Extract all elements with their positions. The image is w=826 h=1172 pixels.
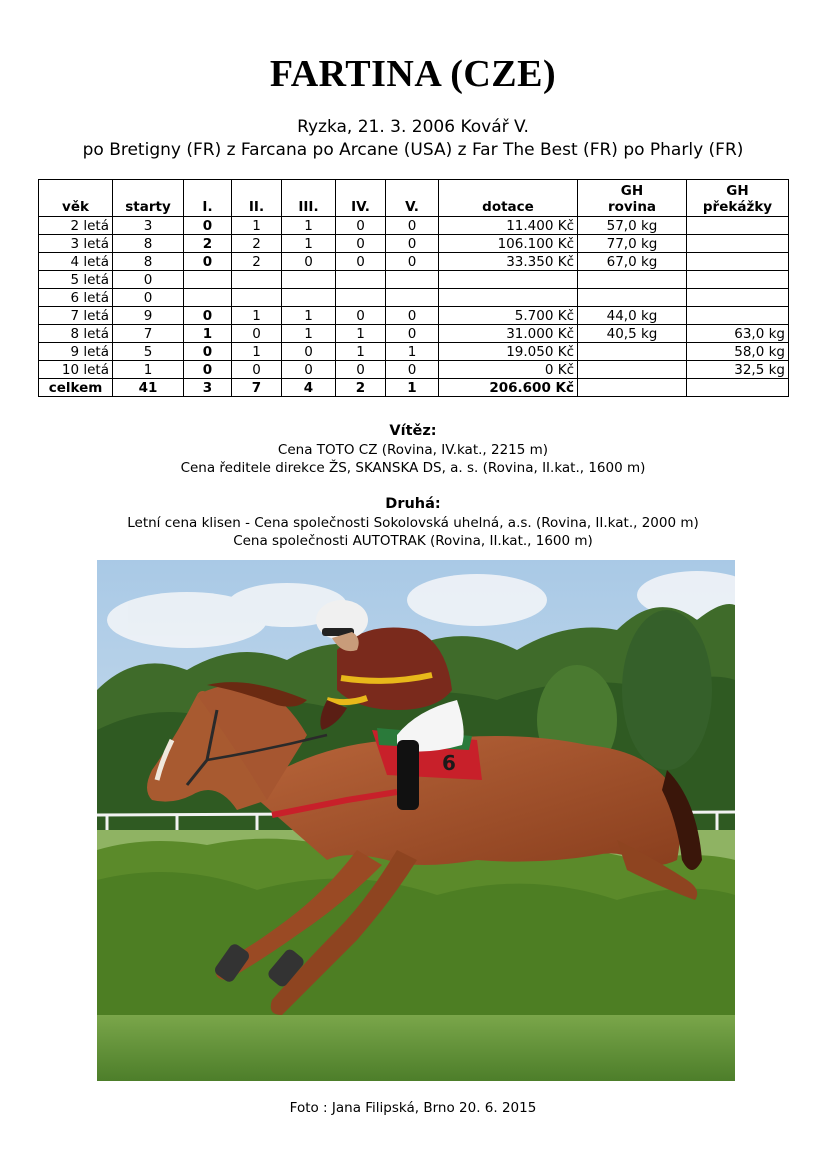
table-cell: 1	[282, 235, 336, 253]
table-cell: 8	[113, 253, 184, 271]
table-cell	[687, 271, 789, 289]
table-cell: 9 letá	[39, 343, 113, 361]
header-first: I.	[184, 180, 232, 217]
second-race-1: Letní cena klisen - Cena společnosti Sokolovská uhelná, a.s. (Rovina, II.kat., 2000 m)	[127, 515, 699, 531]
jockey-boot	[397, 740, 419, 810]
table-cell: 5 letá	[39, 271, 113, 289]
header-age: věk	[39, 180, 113, 217]
table-cell: 0	[282, 361, 336, 379]
table-cell: 1	[232, 343, 282, 361]
table-cell: 0	[386, 325, 439, 343]
table-cell: 7	[113, 325, 184, 343]
table-row	[39, 271, 789, 289]
table-cell	[687, 235, 789, 253]
statistics-table	[38, 179, 789, 397]
table-cell: 0	[184, 217, 232, 235]
table-cell: 0	[336, 307, 386, 325]
table-cell: celkem	[39, 379, 113, 397]
table-cell	[687, 307, 789, 325]
table-cell: 19.050 Kč	[439, 343, 578, 361]
table-cell: 0	[232, 361, 282, 379]
table-cell	[184, 289, 232, 307]
table-cell: 2	[184, 235, 232, 253]
table-cell: 32,5 kg	[687, 361, 789, 379]
table-cell	[282, 271, 336, 289]
table-cell: 0	[184, 343, 232, 361]
table-cell	[439, 271, 578, 289]
table-cell: 41	[113, 379, 184, 397]
table-cell	[687, 289, 789, 307]
header-gh-jumps	[687, 180, 789, 217]
table-cell: 40,5 kg	[578, 325, 687, 343]
table-cell: 0	[113, 271, 184, 289]
table-row	[39, 307, 789, 325]
table-cell: 58,0 kg	[687, 343, 789, 361]
table-cell: 0	[282, 253, 336, 271]
table-cell: 1	[282, 307, 336, 325]
table-row	[39, 235, 789, 253]
table-cell: 106.100 Kč	[439, 235, 578, 253]
header-fourth: IV.	[336, 180, 386, 217]
table-cell: 3 letá	[39, 235, 113, 253]
table-row	[39, 325, 789, 343]
header-gh-jumps-top: GH	[726, 183, 749, 199]
table-cell	[578, 343, 687, 361]
photo-illustration	[97, 560, 735, 1081]
table-row	[39, 343, 789, 361]
horse-jump-photo	[97, 560, 735, 1081]
table-cell: 2 letá	[39, 217, 113, 235]
header-gh-jumps-bottom: překážky	[702, 199, 773, 215]
table-cell: 1	[386, 379, 439, 397]
table-row	[39, 217, 789, 235]
table-cell: 1	[113, 361, 184, 379]
table-cell: 2	[336, 379, 386, 397]
table-cell: 7 letá	[39, 307, 113, 325]
table-cell	[232, 289, 282, 307]
header-earnings: dotace	[439, 180, 578, 217]
table-cell	[184, 271, 232, 289]
table-cell: 33.350 Kč	[439, 253, 578, 271]
table-cell	[386, 271, 439, 289]
table-cell: 2	[232, 253, 282, 271]
header-gh-flat-bottom: rovina	[607, 199, 657, 215]
page-title: FARTINA (CZE)	[269, 53, 557, 95]
table-cell: 0	[386, 217, 439, 235]
table-cell: 44,0 kg	[578, 307, 687, 325]
header-fifth: V.	[386, 180, 439, 217]
table-cell	[336, 271, 386, 289]
table-cell: 10 letá	[39, 361, 113, 379]
table-cell: 31.000 Kč	[439, 325, 578, 343]
table-cell	[578, 289, 687, 307]
table-cell: 0	[113, 289, 184, 307]
table-cell	[386, 289, 439, 307]
header-second: II.	[232, 180, 282, 217]
table-cell: 8 letá	[39, 325, 113, 343]
table-cell: 5	[113, 343, 184, 361]
table-cell: 9	[113, 307, 184, 325]
table-cell: 1	[184, 325, 232, 343]
table-cell: 1	[232, 217, 282, 235]
table-cell	[232, 271, 282, 289]
table-cell: 0	[386, 361, 439, 379]
table-cell: 3	[184, 379, 232, 397]
table-total-row	[39, 379, 789, 397]
table-cell: 0	[386, 307, 439, 325]
winner-heading: Vítěz:	[389, 423, 437, 439]
table-body	[39, 217, 789, 397]
table-cell	[578, 361, 687, 379]
table-row	[39, 361, 789, 379]
header-gh-flat	[578, 180, 687, 217]
table-cell: 1	[282, 217, 336, 235]
saddle-number: 6	[442, 751, 456, 775]
table-cell: 4	[282, 379, 336, 397]
table-cell	[578, 379, 687, 397]
table-cell: 0	[184, 253, 232, 271]
table-cell: 5.700 Kč	[439, 307, 578, 325]
table-cell: 1	[386, 343, 439, 361]
table-cell: 1	[336, 343, 386, 361]
ground-grass	[97, 1015, 735, 1081]
pedigree: po Bretigny (FR) z Farcana po Arcane (USA) z Far The Best (FR) po Pharly (FR)	[82, 140, 744, 160]
table-cell: 0	[336, 235, 386, 253]
table-cell: 0	[184, 307, 232, 325]
table-cell	[439, 289, 578, 307]
table-cell: 4 letá	[39, 253, 113, 271]
table-cell	[578, 271, 687, 289]
table-cell: 0	[386, 235, 439, 253]
header-gh-flat-top: GH	[620, 183, 644, 199]
table-cell: 0	[336, 217, 386, 235]
header-third: III.	[282, 180, 336, 217]
table-cell	[687, 217, 789, 235]
table-cell: 7	[232, 379, 282, 397]
table-cell: 0	[282, 343, 336, 361]
table-header-row	[39, 180, 789, 217]
winner-race-2: Cena ředitele direkce ŽS, SKANSKA DS, a. s. (Rovina, II.kat., 1600 m)	[180, 460, 646, 476]
table-cell	[336, 289, 386, 307]
table-cell: 1	[336, 325, 386, 343]
table-cell: 57,0 kg	[578, 217, 687, 235]
table-cell	[282, 289, 336, 307]
table-cell: 77,0 kg	[578, 235, 687, 253]
table-cell: 0	[184, 361, 232, 379]
second-heading: Druhá:	[385, 496, 441, 512]
table-cell: 206.600 Kč	[439, 379, 578, 397]
winner-race-1: Cena TOTO CZ (Rovina, IV.kat., 2215 m)	[277, 442, 549, 458]
table-cell: 67,0 kg	[578, 253, 687, 271]
header-starts: starty	[113, 180, 184, 217]
second-race-2: Cena společnosti AUTOTRAK (Rovina, II.kat., 1600 m)	[233, 533, 593, 549]
table-cell: 0 Kč	[439, 361, 578, 379]
table-cell: 6 letá	[39, 289, 113, 307]
table-cell: 63,0 kg	[687, 325, 789, 343]
horse-info: Ryzka, 21. 3. 2006 Kovář V.	[297, 117, 529, 137]
table-cell: 0	[232, 325, 282, 343]
photo-caption: Foto : Jana Filipská, Brno 20. 6. 2015	[289, 1100, 537, 1116]
table-cell: 8	[113, 235, 184, 253]
table-cell	[687, 379, 789, 397]
table-row	[39, 253, 789, 271]
table-cell	[687, 253, 789, 271]
table-cell: 3	[113, 217, 184, 235]
table-cell: 1	[282, 325, 336, 343]
table-cell: 0	[336, 253, 386, 271]
table-cell: 0	[336, 361, 386, 379]
table-cell: 2	[232, 235, 282, 253]
table-cell: 1	[232, 307, 282, 325]
table-row	[39, 289, 789, 307]
table-cell: 0	[386, 253, 439, 271]
table-cell: 11.400 Kč	[439, 217, 578, 235]
